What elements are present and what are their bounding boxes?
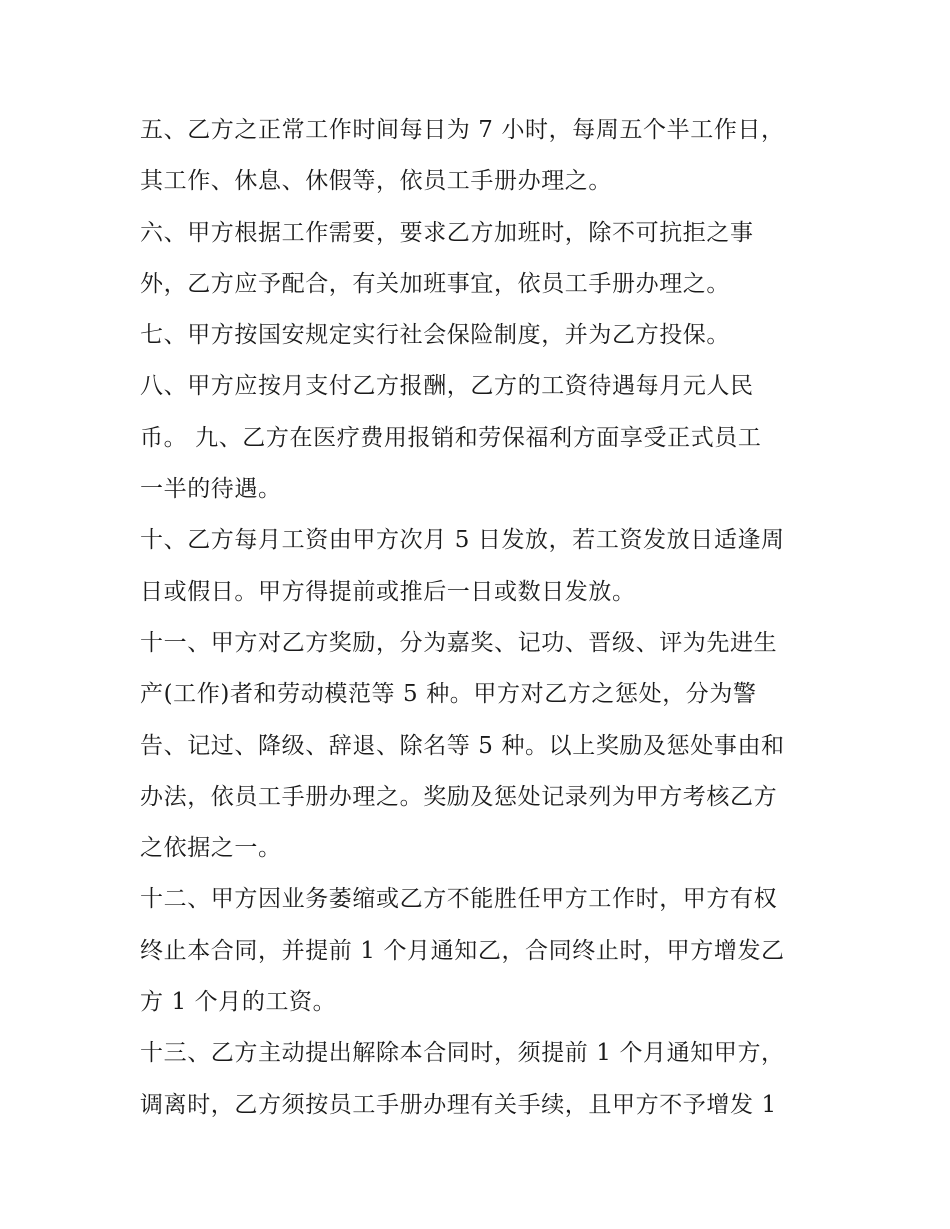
text-line: 一半的待遇。 [140,476,282,503]
text-line-clause-5: 五、乙方之正常工作时间每日为 7 小时，每周五个半工作日， [140,117,785,143]
text-line-clause-8: 八、甲方应按月支付乙方报酬，乙方的工资待遇每月元人民 [140,373,754,400]
text-line: 其工作、休息、休假等，依员工手册办理之。 [140,168,612,195]
text-line-clause-10: 十、乙方每月工资由甲方次月 5 日发放，若工资发放日适逢周 [140,527,785,554]
text-line-clause-12: 十二、甲方因业务萎缩或乙方不能胜任甲方工作时，甲方有权 [140,886,778,913]
text-line-clause-6: 六、甲方根据工作需要，要求乙方加班时，除不可抗拒之事 [140,219,754,246]
text-line: 终止本合同，并提前 1 个月通知乙，合同终止时，甲方增发乙 [140,937,785,964]
contract-text-body [140,105,820,1131]
text-line-clause-13: 十三、乙方主动提出解除本合同时，须提前 1 个月通知甲方， [140,1040,785,1067]
text-line: 产(工作)者和劳动模范等 5 种。甲方对乙方之惩处，分为警 [140,681,757,708]
text-line: 外，乙方应予配合，有关加班事宜，依员工手册办理之。 [140,270,730,297]
text-line: 日或假日。甲方得提前或推后一日或数日发放。 [140,578,636,605]
text-line-clause-9: 币。 九、乙方在医疗费用报销和劳保福利方面享受正式员工 [140,424,762,451]
text-line-clause-11: 十一、甲方对乙方奖励，分为嘉奖、记功、晋级、评为先进生 [140,629,778,656]
text-line: 办法，依员工手册办理之。奖励及惩处记录列为甲方考核乙方 [140,783,778,810]
text-line: 调离时，乙方须按员工手册办理有关手续，且甲方不予增发 1 [140,1091,777,1118]
text-line: 告、记过、降级、辞退、除名等 5 种。以上奖励及惩处事由和 [140,732,785,759]
text-line: 之依据之一。 [140,835,282,862]
text-line-clause-7: 七、甲方按国安规定实行社会保险制度，并为乙方投保。 [140,322,730,349]
text-line: 方 1 个月的工资。 [140,989,337,1016]
